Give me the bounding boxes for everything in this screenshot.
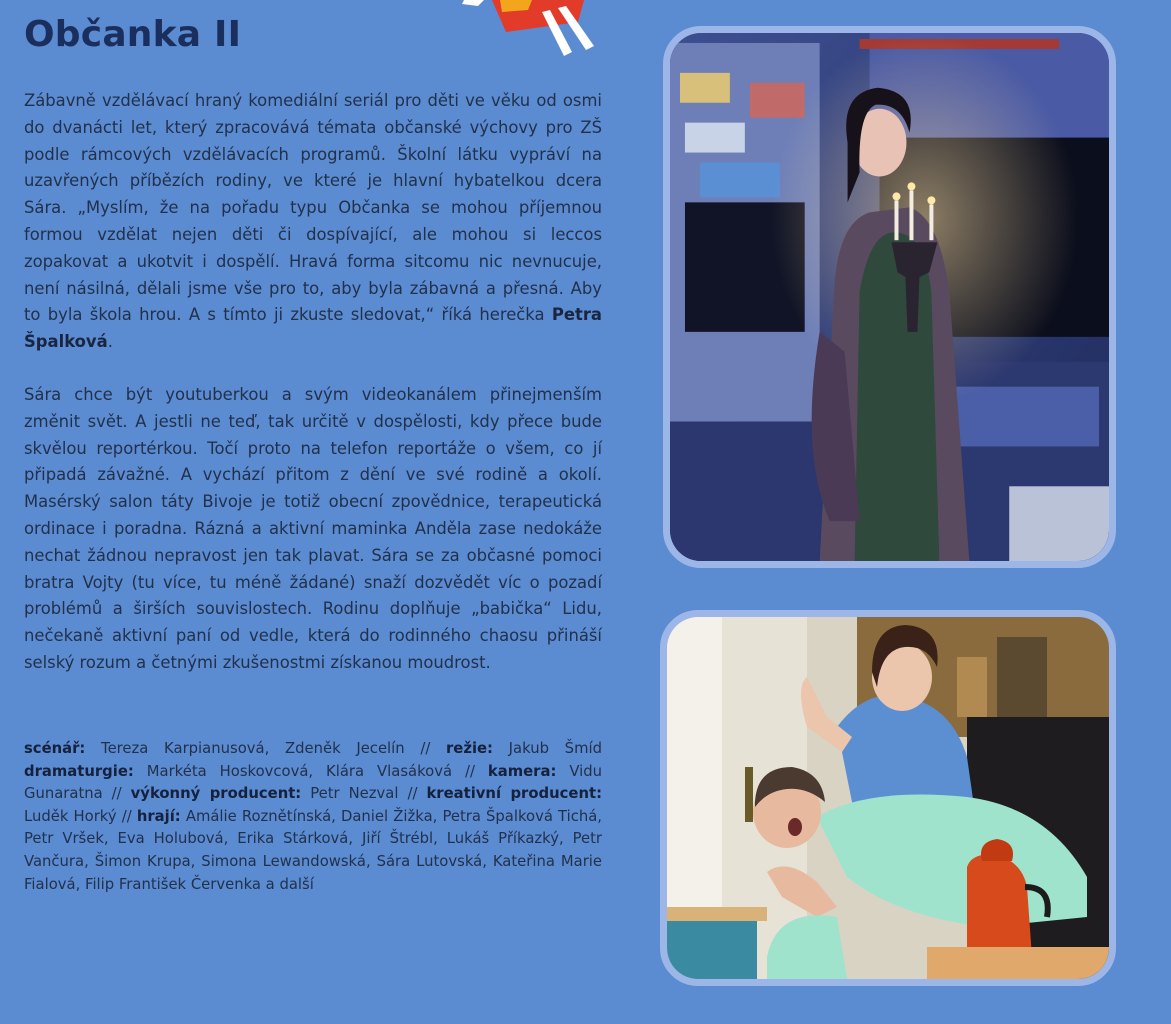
credit-label-cast: hrají: bbox=[136, 807, 181, 825]
credit-label-director: režie: bbox=[446, 740, 493, 757]
actress-name: Petra Špalková bbox=[24, 305, 602, 352]
photo-man-at-door bbox=[660, 610, 1116, 986]
intro-end: . bbox=[107, 332, 113, 352]
credit-director: Jakub Šmíd bbox=[492, 740, 602, 757]
credit-label-screenplay: scénář: bbox=[24, 740, 86, 757]
credit-label-creative-producer: kreativní producent: bbox=[426, 785, 602, 803]
decorative-stripes-graphic bbox=[462, 0, 602, 60]
photo-scene-hallway bbox=[667, 617, 1109, 979]
credit-creative-producer: Luděk Horký // bbox=[24, 807, 137, 825]
intro-text: Zábavně vzdělávací hraný komediální seriál pro děti ve věku od osmi do dvanácti let, který zpracovává témata občanské výchovy pro ZŠ podle rámcových vzdělávacích programů. Školní látku vypráví na uzavřených příbězích rodiny, ve které je hlavní hybatelkou dcera Sára. „Myslím, že na pořadu typu Občanka se mohou příjemnou formou vzdělat nejen děti či dospívající, ale mohou si leccos zopakovat a ukotvit i dospělí. Hravá forma sitcomu nic nevnucuje, není násilná, dělali jsme vše pro to, aby byla zábavná a přesná. Aby to byla škola hrou. A s tímto ji zkuste sledovat,“ říká herečka bbox=[24, 91, 602, 325]
credits-block bbox=[24, 738, 602, 896]
credit-label-dramaturgy: dramaturgie: bbox=[24, 762, 134, 780]
credit-label-camera: kamera: bbox=[487, 762, 557, 780]
story-paragraph: Sára chce být youtuberkou a svým videokanálem přinejmenším změnit svět. A jestli ne teď, tak určitě v dospělosti, kdy přece bude skvělou reportérkou. Točí proto na telefon reportáže o všem, co jí připadá závažné. A vychází přitom z dění ve své rodině a okolí. Masérský salon táty Bivoje je totiž obecní zpovědnice, terapeutická ordinace i poradna. Rázná a aktivní maminka Anděla zase nedokáže nechat žádnou nepravost jen tak plavat. Sára se za občasné pomoci bratra Vojty (tu více, tu méně žádané) snaží dozvědět víc o pozadí problémů a širších souvislostech. Rodinu doplňuje „babička“ Lidu, nečekaně aktivní paní od vedle, která do rodinného chaosu přináší selský rozum a četnými zkušenostmi získanou moudrost. bbox=[24, 384, 602, 672]
photo-girl-with-candelabra bbox=[663, 26, 1116, 568]
intro-paragraph bbox=[24, 88, 602, 356]
page-title: Občanka II bbox=[24, 14, 242, 55]
credit-cast: Amálie Roznětínská, Daniel Žižka, Petra Špalková Tichá, Petr Vršek, Eva Holubová, Erika Stárková, Jiří Štrébl, Lukáš Příkazký, Petr Vančura, Šimon Krupa, Simona Lewandowská, Sára Lutovská, Kateřina Marie Fialová, Filip František Červenka a další bbox=[24, 807, 602, 893]
credit-dramaturgy: Markéta Hoskovcová, Klára Vlasáková // bbox=[133, 762, 488, 780]
article-body bbox=[24, 88, 602, 677]
credit-screenplay: Tereza Karpianusová, Zdeněk Jecelín // bbox=[85, 740, 446, 757]
photo-scene-kitchen-night bbox=[670, 33, 1109, 561]
credit-label-exec-producer: výkonný producent: bbox=[130, 785, 302, 803]
credit-exec-producer: Petr Nezval // bbox=[301, 785, 427, 803]
credit-camera: Vidu Gunaratna // bbox=[24, 762, 603, 803]
